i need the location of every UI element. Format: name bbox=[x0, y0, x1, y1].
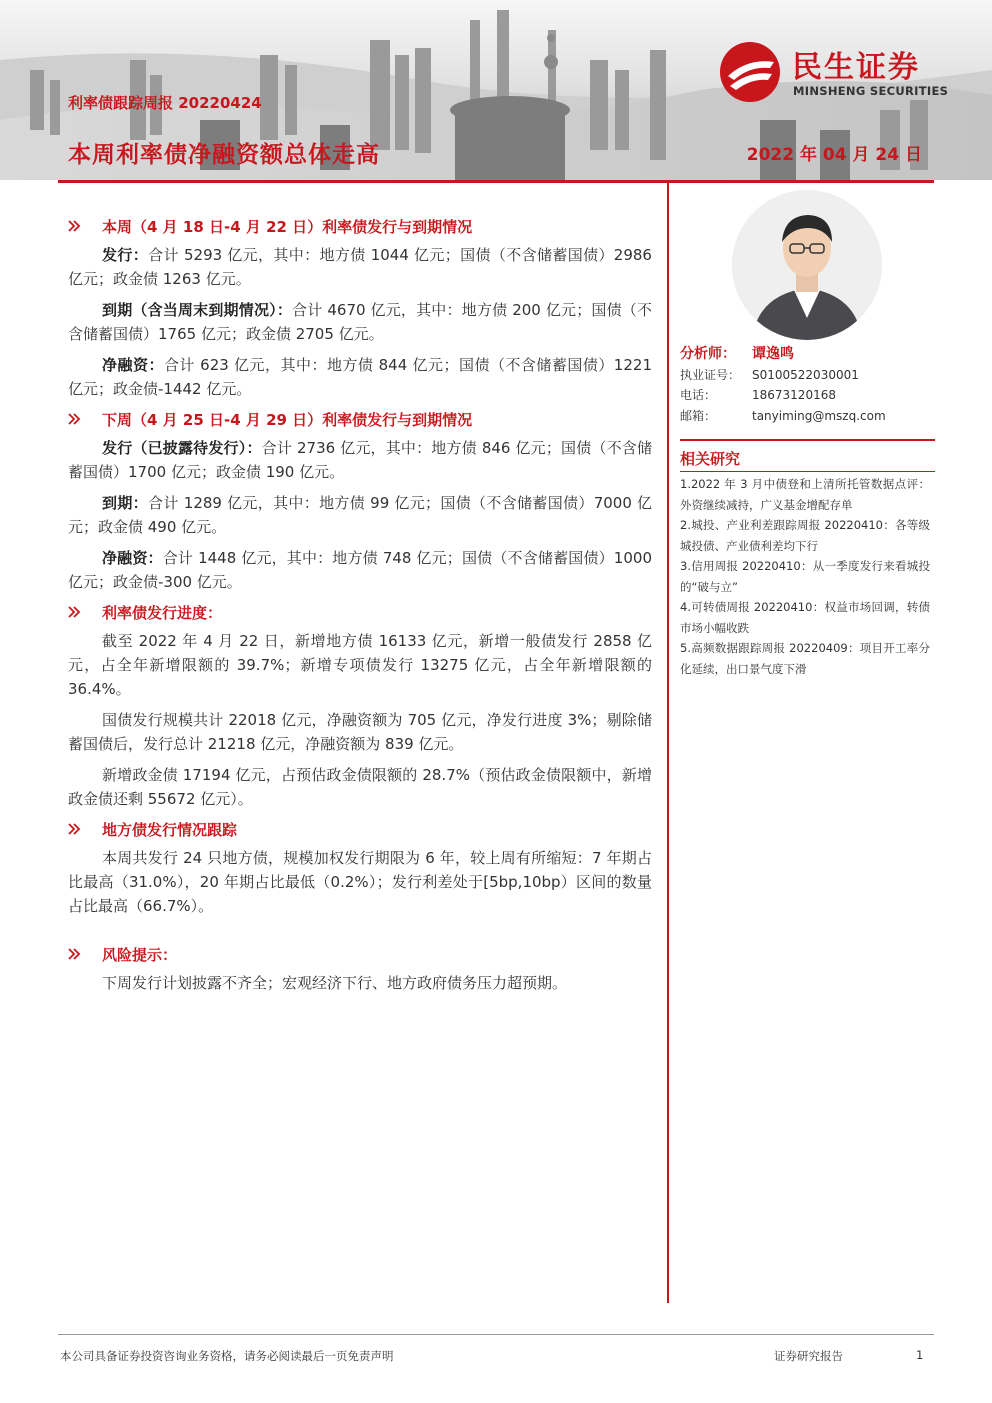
paragraph bbox=[68, 491, 652, 539]
report-date: 2022 年 04 月 24 日 bbox=[746, 145, 922, 165]
paragraph-text: 合计 623 亿元，其中：地方债 844 亿元；国债（不含储蓄国债）1221 亿元；政金债-1442 亿元。 bbox=[68, 356, 652, 398]
paragraph: 下周发行计划披露不齐全；宏观经济下行、地方政府债务压力超预期。 bbox=[102, 974, 568, 992]
paragraph: 国债发行规模共计 22018 亿元，净融资额为 705 亿元，净发行进度 3%；剔除储蓄国债后，发行总计 21218 亿元，净融资额为 839 亿元。 bbox=[68, 711, 652, 753]
minsheng-logo-icon bbox=[718, 40, 782, 104]
paragraph-label: 净融资： bbox=[102, 549, 163, 567]
section-heading bbox=[68, 818, 652, 840]
analyst-portrait-icon bbox=[732, 190, 882, 340]
analyst-name: 谭逸鸣 bbox=[752, 346, 794, 362]
paragraph: 本周共发行 24 只地方债，规模加权发行期限为 6 年，较上周有所缩短：7 年期占比最高（31.0%），20 年期占比最低（0.2%）；发行利差处于[5bp,10bp）区间的数量占比最高（66.7%）。 bbox=[68, 849, 652, 915]
paragraph: 新增政金债 17194 亿元，占预估政金债限额的 28.7%（预估政金债限额中，新增政金债还剩 55672 亿元）。 bbox=[68, 766, 652, 808]
paragraph-text: 合计 5293 亿元，其中：地方债 1044 亿元；国债（不含储蓄国债）2986 亿元；政金债 1263 亿元。 bbox=[68, 246, 652, 288]
cert-label: 执业证号： bbox=[680, 367, 741, 382]
analyst-label: 分析师： bbox=[680, 346, 736, 362]
double-chevron-right-icon bbox=[68, 822, 82, 836]
email-label: 邮箱： bbox=[680, 408, 717, 423]
main-content bbox=[68, 215, 652, 1002]
paragraph-label: 到期（含当周末到期情况）： bbox=[102, 301, 293, 319]
analyst-info bbox=[680, 344, 935, 426]
related-research-list bbox=[680, 474, 930, 679]
section-heading bbox=[68, 601, 652, 623]
section-title: 地方债发行情况跟踪 bbox=[102, 820, 238, 839]
related-item[interactable]: 1.2022 年 3 月中债登和上清所托管数据点评：外资继续减持，广义基金增配存单 bbox=[680, 477, 930, 512]
section-title: 下周（4 月 25 日-4 月 29 日）利率债发行与到期情况 bbox=[102, 410, 473, 429]
paragraph bbox=[68, 546, 652, 594]
phone-row bbox=[680, 385, 935, 406]
section-title: 利率债发行进度： bbox=[102, 603, 223, 622]
related-item[interactable]: 4.可转债周报 20220410：权益市场回调，转债市场小幅收跌 bbox=[680, 600, 930, 635]
cert-value: S0100522030001 bbox=[752, 367, 859, 382]
section-heading bbox=[68, 408, 652, 430]
paragraph bbox=[68, 298, 652, 346]
analyst-row bbox=[680, 344, 935, 365]
paragraph-label: 净融资： bbox=[102, 356, 164, 374]
email-value[interactable]: tanyiming@mszq.com bbox=[752, 408, 886, 423]
related-item[interactable]: 3.信用周报 20220410：从一季度发行来看城投的“破与立” bbox=[680, 559, 930, 594]
spacer bbox=[68, 925, 652, 943]
paragraph bbox=[68, 243, 652, 291]
paragraph: 截至 2022 年 4 月 22 日，新增地方债 16133 亿元，新增一般债发行 2858 亿元，占全年新增限额的 39.7%；新增专项债发行 13275 亿元，占全年新增限额的 36.4%。 bbox=[68, 632, 652, 698]
company-logo bbox=[718, 40, 968, 102]
analyst-photo bbox=[732, 190, 882, 340]
phone-value: 18673120168 bbox=[752, 388, 836, 402]
footer-disclaimer: 本公司具备证券投资咨询业务资格，请务必阅读最后一页免责声明 bbox=[60, 1349, 394, 1363]
double-chevron-right-icon bbox=[68, 219, 82, 233]
double-chevron-right-icon bbox=[68, 605, 82, 619]
sidebar-divider bbox=[680, 439, 935, 441]
paragraph-text: 合计 4670 亿元，其中：地方债 200 亿元；国债（不含储蓄国债）1765 亿元；政金债 2705 亿元。 bbox=[68, 301, 652, 343]
footer-report-type: 证券研究报告 bbox=[774, 1349, 843, 1363]
logo-en-name: MINSHENG SECURITIES bbox=[793, 84, 949, 98]
paragraph-label: 发行（已披露待发行）： bbox=[102, 439, 262, 457]
paragraph bbox=[68, 353, 652, 401]
paragraph-text: 合计 2736 亿元，其中：地方债 846 亿元；国债（不含储蓄国债）1700 亿元；政金债 190 亿元。 bbox=[68, 439, 652, 481]
paragraph-label: 到期： bbox=[102, 494, 149, 512]
cert-row bbox=[680, 365, 935, 386]
header-divider bbox=[58, 180, 934, 183]
related-item[interactable]: 2.城投、产业利差跟踪周报 20220410：各等级城投债、产业债利差均下行 bbox=[680, 518, 930, 553]
report-title: 本周利率债净融资额总体走高 bbox=[68, 142, 380, 168]
section-title: 风险提示： bbox=[102, 945, 178, 964]
report-series: 利率债跟踪周报 20220424 bbox=[68, 94, 262, 112]
section-heading bbox=[68, 943, 652, 965]
page-number: 1 bbox=[916, 1348, 924, 1362]
column-divider bbox=[667, 183, 669, 1303]
paragraph-label: 发行： bbox=[102, 246, 149, 264]
footer-divider bbox=[58, 1334, 934, 1335]
section-heading bbox=[68, 215, 652, 237]
phone-label: 电话： bbox=[680, 388, 717, 402]
section-title: 本周（4 月 18 日-4 月 22 日）利率债发行与到期情况 bbox=[102, 217, 473, 236]
paragraph-text: 合计 1448 亿元，其中：地方债 748 亿元；国债（不含储蓄国债）1000 亿元；政金债-300 亿元。 bbox=[68, 549, 652, 591]
related-item[interactable]: 5.高频数据跟踪周报 20220409：项目开工率分化延续，出口景气度下滑 bbox=[680, 641, 930, 676]
header-banner bbox=[0, 0, 992, 180]
related-divider bbox=[680, 471, 935, 472]
double-chevron-right-icon bbox=[68, 412, 82, 426]
paragraph bbox=[68, 436, 652, 484]
logo-cn-name: 民生证券 bbox=[792, 50, 920, 85]
related-research-title: 相关研究 bbox=[680, 450, 741, 468]
email-row bbox=[680, 406, 935, 427]
paragraph-text: 合计 1289 亿元，其中：地方债 99 亿元；国债（不含储蓄国债）7000 亿元；政金债 490 亿元。 bbox=[68, 494, 652, 536]
double-chevron-right-icon bbox=[68, 947, 82, 961]
